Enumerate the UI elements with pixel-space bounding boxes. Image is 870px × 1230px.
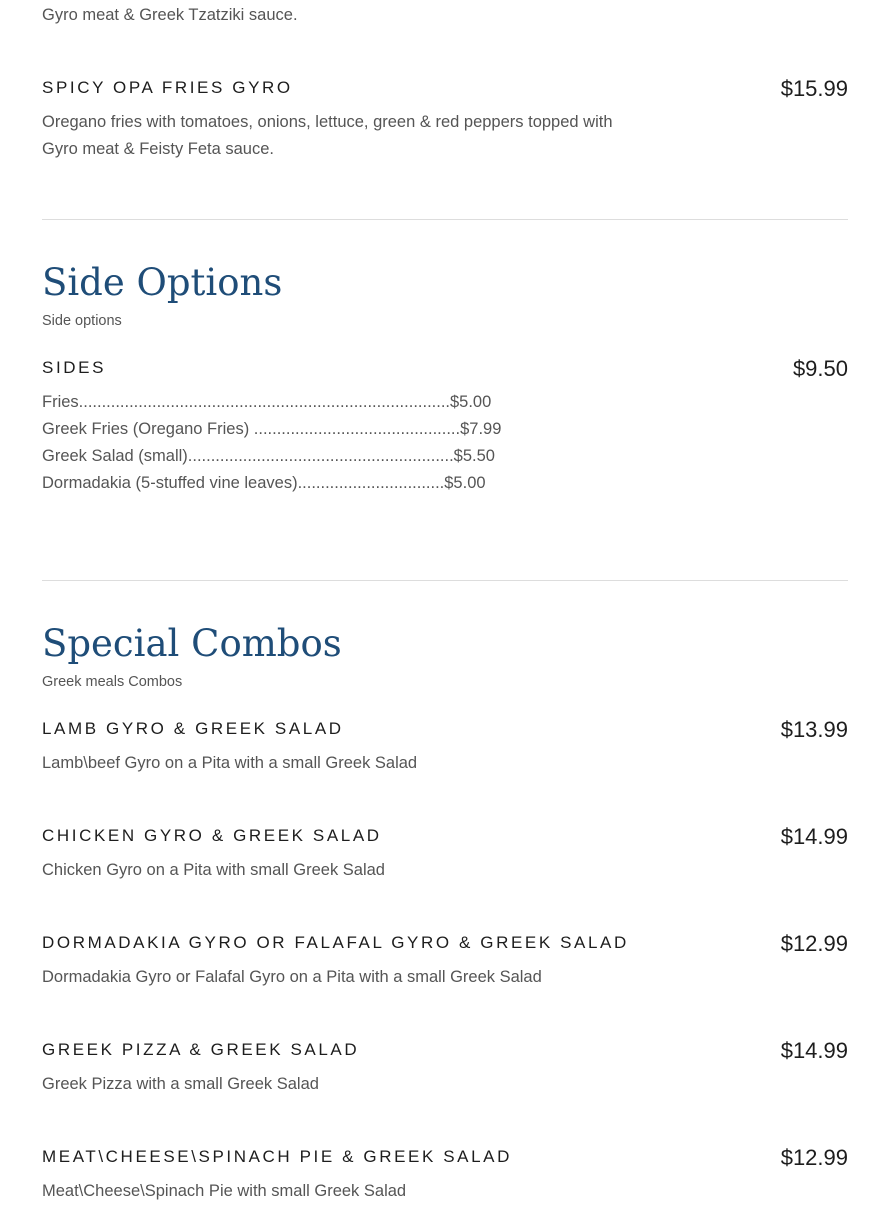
menu-item-price: $9.50 (792, 356, 848, 381)
section-divider (42, 219, 848, 220)
menu-item-price: $15.99 (780, 76, 848, 101)
menu-item-description: Dormadakia Gyro or Falafal Gyro on a Pita with a small Greek Salad (42, 968, 542, 986)
side-price-list (42, 389, 501, 497)
menu-item-description: Meat\Cheese\Spinach Pie with small Greek Salad (42, 1182, 407, 1200)
section-subtitle: Side options (42, 313, 122, 329)
section-subtitle: Greek meals Combos (42, 674, 183, 690)
menu-item-description (42, 109, 662, 163)
menu-item-title: GREEK PIZZA & GREEK SALAD (42, 1040, 360, 1059)
menu-item-price: $13.99 (780, 717, 848, 742)
menu-item-price: $12.99 (780, 931, 848, 956)
menu-item-description: Greek Pizza with a small Greek Salad (42, 1075, 319, 1093)
menu-item-title: LAMB GYRO & GREEK SALAD (42, 719, 344, 738)
description-line: Gyro meat & Feisty Feta sauce. (42, 140, 274, 158)
side-price-line: Dormadakia (5-stuffed vine leaves)................................$5.00 (42, 474, 486, 492)
side-price-line: Fries.................................................................................$5.00 (42, 393, 492, 411)
menu-item-description: Lamb\beef Gyro on a Pita with a small Greek Salad (42, 754, 418, 772)
menu-item-title: SPICY OPA FRIES GYRO (42, 78, 293, 97)
section-title: Special Combos (42, 622, 342, 665)
menu-item-description: Gyro meat & Greek Tzatziki sauce. (42, 6, 298, 24)
menu-item-title: DORMADAKIA GYRO OR FALAFAL GYRO & GREEK SALAD (42, 933, 629, 952)
section-title: Side Options (42, 261, 283, 304)
side-price-line: Greek Fries (Oregano Fries) .............................................$7.99 (42, 420, 502, 438)
menu-item-title: MEAT\CHEESE\SPINACH PIE & GREEK SALAD (42, 1147, 512, 1166)
menu-item-description: Chicken Gyro on a Pita with small Greek Salad (42, 861, 385, 879)
side-price-line: Greek Salad (small)..........................................................$5.50 (42, 447, 495, 465)
menu-item-title: SIDES (42, 358, 107, 377)
description-line: Oregano fries with tomatoes, onions, lettuce, green & red peppers topped with (42, 113, 613, 131)
section-divider (42, 580, 848, 581)
menu-item-price: $14.99 (780, 1038, 848, 1063)
menu-item-price: $12.99 (780, 1145, 848, 1170)
menu-item-title: CHICKEN GYRO & GREEK SALAD (42, 826, 382, 845)
menu-item-price: $14.99 (780, 824, 848, 849)
